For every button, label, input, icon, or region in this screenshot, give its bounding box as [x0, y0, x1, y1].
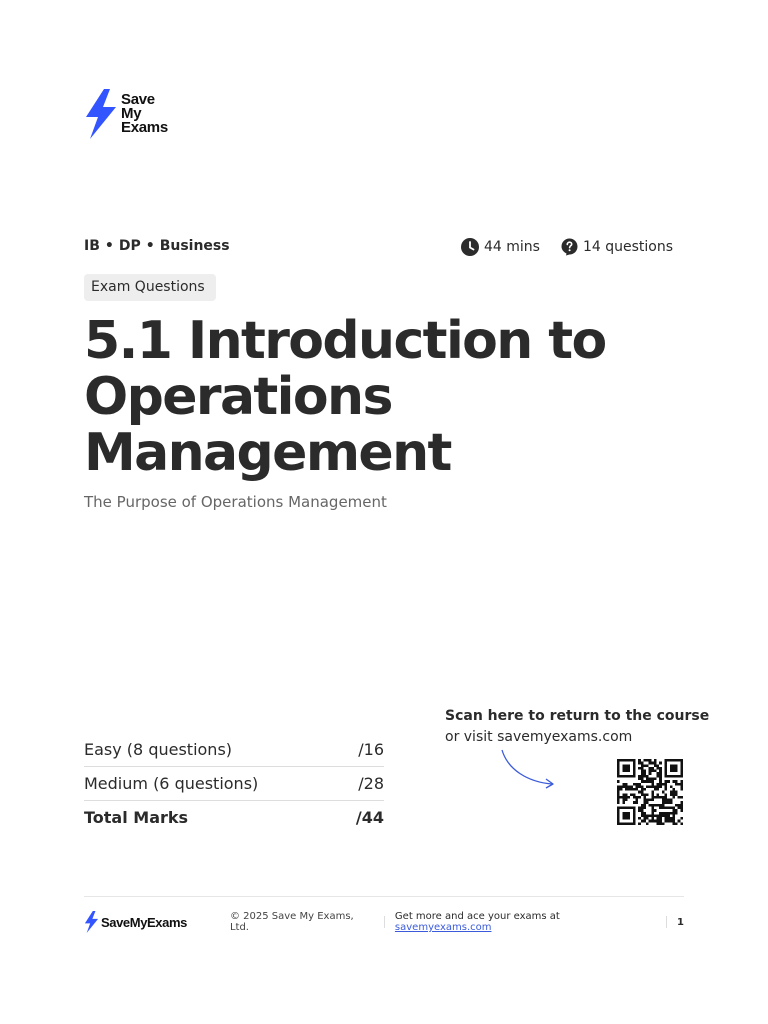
marks-row-label: Easy (8 questions)	[84, 740, 233, 759]
breadcrumb-item: IB	[84, 238, 100, 254]
page-title: 5.1 Introduction to Operations Management	[84, 311, 606, 483]
content-type-tag: Exam Questions	[84, 274, 216, 301]
savemyexams-link[interactable]: savemyexams.com	[394, 922, 492, 933]
qr-code[interactable]	[616, 759, 684, 825]
lightning-bolt-icon	[84, 89, 118, 139]
curved-arrow-icon	[498, 748, 558, 790]
questions-count: 14 questions	[582, 239, 673, 255]
exam-stats	[461, 238, 673, 256]
footer-divider	[84, 896, 684, 897]
marks-row	[84, 733, 384, 767]
page-number: 1	[677, 916, 684, 928]
breadcrumb	[84, 238, 230, 254]
footer-separator	[666, 916, 667, 928]
marks-row	[84, 767, 384, 801]
marks-total-row	[84, 801, 384, 834]
marks-total-label: Total Marks	[84, 808, 189, 827]
marks-row-label: Medium (6 questions)	[84, 774, 259, 793]
logo-wordmark: Save My Exams	[121, 91, 168, 136]
questions-stat	[561, 238, 673, 256]
page-subtitle: The Purpose of Operations Management	[84, 493, 387, 511]
copyright: © 2025 Save My Exams, Ltd.	[229, 911, 354, 933]
clock-icon	[461, 238, 479, 256]
lightning-bolt-icon	[84, 911, 99, 933]
breadcrumb-separator: •	[104, 238, 114, 254]
marks-row-value: /16	[358, 740, 384, 759]
footer-separator	[384, 916, 385, 928]
footer-promo-text: Get more and ace your exams at	[394, 911, 560, 922]
marks-row-value: /28	[358, 774, 384, 793]
scan-heading: Scan here to return to the course	[445, 708, 710, 724]
scan-prompt	[445, 706, 709, 748]
marks-total-value: /44	[355, 808, 384, 827]
footer-wordmark: SaveMyExams	[101, 914, 187, 930]
footer	[84, 910, 684, 934]
time-stat	[461, 238, 540, 256]
question-icon	[561, 238, 578, 256]
footer-promo	[395, 911, 656, 933]
breadcrumb-item: Business	[159, 238, 230, 254]
brand-logo	[84, 89, 168, 139]
breadcrumb-item: DP	[118, 238, 141, 254]
time-value: 44 mins	[483, 239, 540, 255]
meta-row	[84, 238, 673, 258]
marks-table	[84, 733, 384, 834]
scan-subtext: or visit savemyexams.com	[445, 729, 633, 745]
breadcrumb-separator: •	[145, 238, 155, 254]
footer-logo	[84, 911, 187, 933]
